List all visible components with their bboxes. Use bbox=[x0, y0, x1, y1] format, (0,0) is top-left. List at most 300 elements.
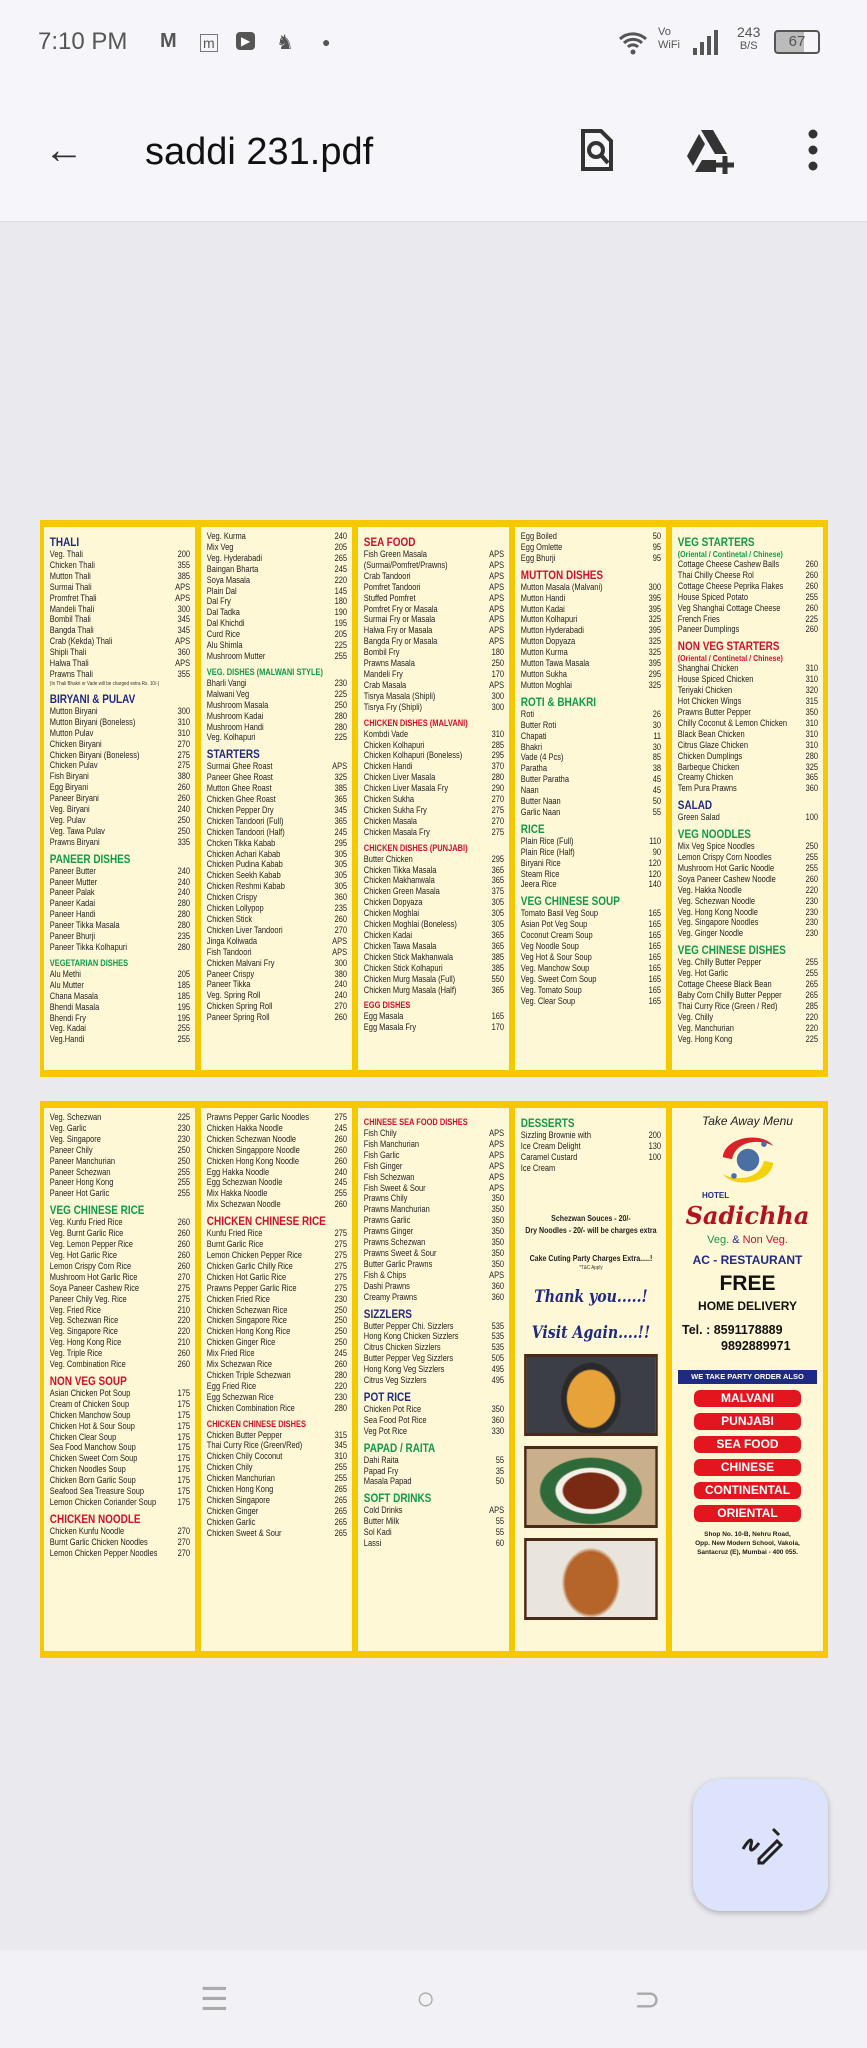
item-price: 325 bbox=[334, 772, 348, 783]
item-name: Fish & Chips bbox=[363, 1269, 407, 1280]
item-name: Lemon Chicken Pepper Rice bbox=[206, 1249, 302, 1260]
menu-item bbox=[678, 707, 818, 718]
item-name: Bhendi Masala bbox=[49, 1001, 100, 1012]
item-name: Veg. Hot Garlic bbox=[677, 968, 729, 979]
back-icon[interactable]: ⊃ bbox=[634, 1981, 661, 2017]
item-price: 165 bbox=[648, 952, 662, 962]
item-name: Veg. Hong Kong Noodle bbox=[677, 906, 758, 917]
menu-item bbox=[50, 636, 190, 647]
menu-item bbox=[207, 1250, 347, 1261]
menu-item bbox=[50, 560, 190, 571]
menu-item bbox=[50, 604, 190, 615]
menu-item bbox=[207, 564, 347, 575]
menu-column bbox=[515, 527, 666, 1070]
menu-item bbox=[678, 896, 818, 907]
item-price: 260 bbox=[334, 1155, 348, 1166]
more-options-icon[interactable] bbox=[800, 128, 826, 172]
home-icon[interactable]: ○ bbox=[416, 1980, 436, 2016]
item-price: APS bbox=[489, 603, 505, 614]
item-price: 250 bbox=[491, 658, 505, 669]
menu-item bbox=[678, 740, 818, 751]
menu-item bbox=[50, 980, 190, 991]
menu-item bbox=[364, 1183, 504, 1194]
item-name: Pomfret Tandoori bbox=[363, 581, 421, 592]
item-name: Roti bbox=[520, 708, 535, 719]
item-name: Mandeli Fry bbox=[363, 668, 403, 679]
menu-section bbox=[364, 999, 504, 1033]
item-price: 210 bbox=[177, 1337, 191, 1348]
menu-item bbox=[207, 990, 347, 1001]
menu-item bbox=[364, 854, 504, 865]
item-name: Veg. Biryani bbox=[49, 804, 90, 815]
menu-item bbox=[207, 1001, 347, 1012]
item-price: 310 bbox=[805, 717, 819, 728]
item-name: Fish Tandoori bbox=[206, 946, 252, 957]
menu-item bbox=[207, 618, 347, 629]
item-name: Soya Paneer Cashew Noodle bbox=[677, 873, 776, 884]
speed-unit: B/S bbox=[739, 40, 758, 52]
app-toolbar bbox=[0, 80, 867, 222]
item-price: 240 bbox=[177, 887, 191, 898]
section-title: SOFT DRINKS bbox=[363, 1491, 432, 1506]
item-price: 235 bbox=[334, 903, 348, 914]
item-name: Tomato Basil Veg Soup bbox=[520, 908, 599, 919]
menu-item bbox=[521, 836, 661, 847]
section-title: SEA FOOD bbox=[363, 535, 416, 549]
menu-item bbox=[678, 663, 818, 674]
menu-item bbox=[521, 985, 661, 996]
item-name: Baingan Bharta bbox=[206, 563, 259, 574]
add-to-drive-icon[interactable] bbox=[685, 128, 729, 172]
menu-item bbox=[521, 531, 661, 542]
item-name: Chicken Tikka Masala bbox=[363, 864, 437, 875]
item-name: Chicken Murg Masala (Half) bbox=[363, 984, 457, 995]
item-price: 175 bbox=[177, 1398, 191, 1409]
address bbox=[676, 1530, 819, 1557]
item-price: 185 bbox=[177, 979, 191, 990]
menu-item bbox=[364, 1476, 504, 1487]
menu-item bbox=[364, 1139, 504, 1150]
menu-section bbox=[50, 535, 190, 688]
menu-item bbox=[521, 774, 661, 785]
item-name: Veg. Kunfu Fried Rice bbox=[49, 1217, 123, 1228]
item-name: Egg Bhurji bbox=[520, 552, 556, 563]
cuisine-badge: ORIENTAL bbox=[694, 1505, 801, 1522]
menu-section bbox=[50, 1374, 190, 1508]
menu-item bbox=[50, 931, 190, 942]
menu-item bbox=[50, 760, 190, 771]
system-navigation-bar bbox=[0, 1950, 867, 2048]
menu-item bbox=[50, 1359, 190, 1370]
section-title: CHICKEN DISHES (PUNJABI) bbox=[363, 842, 468, 853]
item-price: APS bbox=[175, 592, 191, 603]
menu-item bbox=[50, 549, 190, 560]
menu-item bbox=[207, 1239, 347, 1250]
menu-item bbox=[207, 678, 347, 689]
menu-item bbox=[364, 897, 504, 908]
item-price: 50 bbox=[495, 1476, 505, 1487]
menu-item bbox=[521, 919, 661, 930]
item-name: Cottage Cheese Cashew Balls bbox=[677, 559, 780, 569]
menu-item bbox=[207, 1517, 347, 1528]
menu-item bbox=[50, 1294, 190, 1305]
item-price: 175 bbox=[177, 1464, 191, 1475]
item-price: 275 bbox=[334, 1239, 348, 1250]
item-name: Veg. Triple Rice bbox=[49, 1348, 103, 1359]
document-title: saddi 231.pdf bbox=[145, 131, 374, 173]
item-name: Chicken Crispy bbox=[206, 892, 258, 903]
menu-item bbox=[207, 870, 347, 881]
menu-section bbox=[678, 535, 818, 635]
item-price: 195 bbox=[177, 1001, 191, 1012]
item-price: 220 bbox=[177, 1326, 191, 1337]
menu-item bbox=[207, 629, 347, 640]
section-title: VEGETARIAN DISHES bbox=[49, 957, 129, 968]
item-name: Butter Pepper Veg Sizzlers bbox=[363, 1353, 454, 1364]
menu-item bbox=[50, 1464, 190, 1475]
section-title: NON VEG SOUP bbox=[49, 1373, 127, 1388]
item-price: 200 bbox=[648, 1130, 662, 1140]
noodles-note: Dry Noodles - 20/- will be charges extra bbox=[525, 1224, 657, 1235]
item-name: Mutton Kolhapuri bbox=[520, 614, 578, 625]
item-name: Chana Masala bbox=[49, 990, 98, 1001]
item-name: Paneer Schezwan bbox=[49, 1166, 111, 1177]
item-name: Chicken Manchurian bbox=[206, 1473, 275, 1484]
item-name: Chicken Makhanwala bbox=[363, 875, 435, 886]
menu-item bbox=[521, 593, 661, 604]
item-name: Dal Tadka bbox=[206, 607, 240, 618]
item-price: APS bbox=[489, 1269, 505, 1280]
item-price: 275 bbox=[334, 1282, 348, 1293]
menu-item bbox=[364, 560, 504, 571]
menu-item bbox=[207, 1305, 347, 1316]
back-arrow-icon[interactable]: ← bbox=[44, 128, 84, 172]
item-name: Bhendi Fry bbox=[49, 1012, 86, 1023]
menu-section bbox=[207, 1214, 347, 1413]
status-bar bbox=[0, 0, 867, 80]
menu-column bbox=[201, 1108, 352, 1651]
item-price: 55 bbox=[652, 806, 662, 817]
recent-apps-icon[interactable]: ☰ bbox=[200, 1981, 229, 2017]
item-price: 175 bbox=[177, 1387, 191, 1398]
menu-item bbox=[50, 717, 190, 728]
pen-icon bbox=[737, 1819, 785, 1872]
item-price: 250 bbox=[177, 825, 191, 836]
item-price: 385 bbox=[491, 962, 505, 973]
menu-item bbox=[678, 917, 818, 928]
item-price: 220 bbox=[334, 1380, 348, 1391]
item-price: 350 bbox=[491, 1403, 505, 1414]
item-name: Veg.Handi bbox=[49, 1034, 85, 1045]
item-name: Veg. Hong Kong Rice bbox=[49, 1337, 122, 1348]
item-price: 245 bbox=[334, 1348, 348, 1359]
item-price: 280 bbox=[334, 721, 348, 732]
phone-1[interactable]: 8591178889 bbox=[713, 1323, 783, 1337]
network-speed bbox=[737, 24, 760, 53]
section-title: SIZZLERS bbox=[363, 1306, 412, 1321]
item-name: Bharli Vangi bbox=[206, 677, 247, 688]
edit-annotate-button[interactable] bbox=[693, 1779, 828, 1911]
menu-item bbox=[364, 974, 504, 985]
item-price: 26 bbox=[652, 708, 662, 719]
item-name: Chicken Garlic Chilly Rice bbox=[206, 1260, 293, 1271]
menu-item bbox=[50, 571, 190, 582]
menu-item bbox=[207, 1451, 347, 1462]
item-name: Chicken Singapore bbox=[206, 1495, 270, 1505]
menu-item bbox=[678, 852, 818, 863]
item-name: Chicken Tandoori (Half) bbox=[206, 826, 285, 837]
menu-section bbox=[521, 531, 661, 564]
item-price: 255 bbox=[805, 591, 819, 602]
item-price: 305 bbox=[334, 870, 348, 881]
item-name: Chicken Reshmi Kabab bbox=[206, 881, 285, 892]
item-price: 330 bbox=[491, 1425, 505, 1436]
menu-section bbox=[207, 1418, 347, 1539]
menu-item bbox=[50, 1348, 190, 1359]
item-price: 300 bbox=[491, 701, 505, 712]
item-price: 175 bbox=[177, 1475, 191, 1486]
signal-icon bbox=[692, 28, 718, 62]
menu-item bbox=[207, 553, 347, 564]
menu-column bbox=[672, 527, 823, 1070]
item-price: APS bbox=[489, 549, 505, 559]
item-price: 260 bbox=[177, 1249, 191, 1260]
item-price: 275 bbox=[334, 1260, 348, 1271]
item-price: 220 bbox=[805, 1022, 819, 1033]
menu-section bbox=[207, 666, 347, 743]
menu-item bbox=[364, 941, 504, 952]
pdf-page-1 bbox=[40, 520, 828, 1077]
item-name: Mix Schezwan Rice bbox=[206, 1359, 272, 1370]
youtube-icon: ▶ bbox=[236, 32, 255, 50]
item-name: Chicken Pudina Kabab bbox=[206, 859, 283, 870]
menu-item bbox=[521, 1152, 661, 1163]
menu-column bbox=[44, 1108, 195, 1651]
menu-item bbox=[207, 892, 347, 903]
item-price: 165 bbox=[648, 962, 662, 973]
menu-item bbox=[364, 582, 504, 593]
find-in-document-icon[interactable] bbox=[575, 128, 619, 172]
item-name: Asian Pot Veg Soup bbox=[520, 919, 588, 930]
menu-section bbox=[50, 957, 190, 1045]
item-price: APS bbox=[489, 614, 505, 625]
item-name: Egg Biryani bbox=[49, 782, 89, 793]
menu-item bbox=[521, 996, 661, 1007]
item-name: Chicken Sweet Corn Soup bbox=[49, 1453, 138, 1464]
item-name: Chicken Murg Masala (Full) bbox=[363, 973, 456, 984]
item-price: 245 bbox=[334, 563, 348, 574]
item-name: Veg. Singapore bbox=[49, 1133, 101, 1144]
menu-item bbox=[364, 1193, 504, 1204]
menu-item bbox=[207, 936, 347, 947]
item-price: 270 bbox=[491, 815, 505, 826]
item-price: 295 bbox=[491, 853, 505, 864]
item-price: 55 bbox=[495, 1527, 505, 1538]
menu-item bbox=[364, 1011, 504, 1022]
menu-item bbox=[207, 1228, 347, 1239]
menu-item bbox=[521, 1163, 661, 1174]
cuisine-badge: CONTINENTAL bbox=[694, 1482, 801, 1499]
item-price: 265 bbox=[334, 1527, 348, 1538]
menu-item bbox=[521, 807, 661, 818]
menu-item bbox=[521, 731, 661, 742]
menu-section bbox=[207, 531, 347, 662]
item-name: Mutton Tawa Masala bbox=[520, 658, 590, 669]
item-name: Bombil Fry bbox=[363, 647, 400, 658]
menu-item bbox=[364, 1375, 504, 1386]
item-price: 350 bbox=[491, 1193, 505, 1204]
menu-item bbox=[50, 582, 190, 593]
menu-item bbox=[207, 1156, 347, 1167]
pdf-page-2 bbox=[40, 1101, 828, 1658]
item-price: 260 bbox=[334, 1359, 348, 1370]
item-name: Chicken Hong Kong Noodle bbox=[206, 1155, 300, 1166]
menu-item bbox=[50, 750, 190, 761]
item-name: Chicken Clear Soup bbox=[49, 1431, 117, 1442]
item-price: 175 bbox=[177, 1497, 191, 1507]
item-price: 270 bbox=[334, 924, 348, 935]
item-price: 240 bbox=[177, 804, 191, 815]
menu-column bbox=[44, 527, 195, 1070]
menu-item bbox=[678, 783, 818, 794]
item-name: Fish Sweet & Sour bbox=[363, 1182, 426, 1193]
terms-note: *T&C Apply bbox=[579, 1264, 603, 1271]
item-price: 280 bbox=[334, 1369, 348, 1380]
item-price: 220 bbox=[805, 884, 819, 895]
menu-item bbox=[207, 711, 347, 722]
item-name: Cottage Cheese Peprika Flakes bbox=[677, 580, 784, 591]
item-name: Mutton Kadai bbox=[520, 603, 565, 614]
menu-item bbox=[364, 1161, 504, 1172]
menu-item bbox=[364, 740, 504, 751]
item-name: Veg. Clear Soup bbox=[520, 995, 576, 1006]
item-name: Chicken Moghlai (Boneless) bbox=[363, 919, 457, 930]
item-name: Creamy Chicken bbox=[677, 772, 734, 783]
vowifi-indicator bbox=[658, 26, 680, 52]
item-name: House Spiced Chicken bbox=[677, 674, 754, 685]
item-price: 260 bbox=[805, 580, 819, 591]
menu-item bbox=[207, 1528, 347, 1539]
item-price: 260 bbox=[805, 873, 819, 884]
menu-item bbox=[364, 1248, 504, 1259]
item-price: 260 bbox=[177, 793, 191, 804]
item-price: 345 bbox=[334, 1440, 348, 1451]
menu-item bbox=[521, 847, 661, 858]
item-price: 260 bbox=[334, 1012, 348, 1023]
menu-item bbox=[364, 1466, 504, 1477]
menu-item bbox=[50, 706, 190, 717]
item-name: Fish Schezwan bbox=[363, 1171, 415, 1182]
item-price: 245 bbox=[334, 826, 348, 837]
menu-item bbox=[207, 1348, 347, 1359]
item-name: Chicken Ginger Rice bbox=[206, 1337, 276, 1348]
item-price: 385 bbox=[177, 570, 191, 581]
menu-section bbox=[364, 535, 504, 713]
menu-section bbox=[364, 1491, 504, 1549]
item-price: 250 bbox=[334, 1315, 348, 1326]
item-name: Mix Hakka Noodle bbox=[206, 1188, 268, 1199]
chicken-lollipop-photo bbox=[524, 1538, 658, 1620]
item-name: Chicken Handi bbox=[363, 761, 413, 772]
item-price: 180 bbox=[491, 647, 505, 658]
menu-section bbox=[521, 894, 661, 1006]
item-name: Mutton Pulav bbox=[49, 727, 94, 738]
item-price: 360 bbox=[177, 647, 191, 658]
item-name: Mutton Kurma bbox=[520, 647, 568, 658]
menu-item bbox=[50, 647, 190, 658]
item-name: Chicken Sukha bbox=[363, 794, 415, 805]
section-title: NON VEG STARTERS bbox=[677, 639, 780, 654]
item-name: Butter Pepper Chi. Sizzlers bbox=[363, 1320, 454, 1331]
item-price: 300 bbox=[177, 705, 191, 716]
item-price: 270 bbox=[491, 794, 505, 805]
item-price: 175 bbox=[177, 1431, 191, 1442]
telephone bbox=[676, 1322, 819, 1338]
menu-item bbox=[521, 658, 661, 669]
item-price: 255 bbox=[805, 852, 819, 863]
item-name: Soya Paneer Cashew Rice bbox=[49, 1282, 140, 1293]
item-price: 45 bbox=[652, 774, 662, 785]
item-name: Chicken Green Masala bbox=[363, 886, 440, 897]
menu-item bbox=[207, 1145, 347, 1156]
item-price: 145 bbox=[334, 585, 348, 596]
item-price: 190 bbox=[334, 607, 348, 618]
menu-item bbox=[50, 1112, 190, 1123]
item-price: 205 bbox=[177, 968, 191, 979]
menu-item bbox=[364, 669, 504, 680]
item-name: Prawns Butter Pepper bbox=[677, 706, 751, 717]
item-name: Chicken Sweet & Sour bbox=[206, 1527, 282, 1538]
item-price: 240 bbox=[334, 531, 348, 541]
menu-item bbox=[364, 1321, 504, 1332]
item-price: 375 bbox=[491, 886, 505, 897]
item-price: 385 bbox=[334, 783, 348, 794]
menu-item bbox=[521, 542, 661, 553]
item-name: Halwa Thali bbox=[49, 658, 89, 669]
item-name: Chicken Butter Pepper bbox=[206, 1429, 282, 1440]
item-price: 255 bbox=[177, 1023, 191, 1034]
item-price: 255 bbox=[334, 1462, 348, 1473]
menu-item bbox=[50, 614, 190, 625]
item-name: Crab (Kekda) Thali bbox=[49, 636, 113, 647]
menu-item bbox=[364, 1270, 504, 1281]
menu-item bbox=[50, 1497, 190, 1508]
item-name: Chicken Triple Schezwan bbox=[206, 1369, 291, 1380]
restaurant-logo bbox=[713, 1131, 783, 1189]
menu-item bbox=[50, 625, 190, 636]
item-name: Chilly Coconut & Lemon Chicken bbox=[677, 717, 788, 728]
item-price: 265 bbox=[334, 552, 348, 563]
menu-item bbox=[50, 866, 190, 877]
item-name: Bhakri bbox=[520, 741, 542, 752]
item-name: Crab Tandoori bbox=[363, 570, 411, 581]
item-price: 325 bbox=[805, 761, 819, 772]
item-price: APS bbox=[489, 581, 505, 592]
item-price: 360 bbox=[491, 1291, 505, 1302]
item-name: Barbeque Chicken bbox=[677, 761, 740, 772]
item-name: Thai Curry Rice (Green/Red) bbox=[206, 1440, 303, 1451]
clock: 7:10 PM bbox=[38, 28, 128, 55]
item-name: Butter Naan bbox=[520, 796, 561, 807]
section-subtitle: (Oriental / Continetal / Chinese) bbox=[677, 653, 783, 664]
item-name: Green Salad bbox=[677, 812, 720, 823]
item-price: 310 bbox=[177, 716, 191, 727]
item-price: 250 bbox=[177, 814, 191, 825]
item-name: Bombil Thali bbox=[49, 614, 91, 625]
item-price: 300 bbox=[334, 957, 348, 968]
section-title: CHICKEN CHINESE DISHES bbox=[206, 1418, 307, 1429]
menu-item bbox=[207, 1359, 347, 1370]
